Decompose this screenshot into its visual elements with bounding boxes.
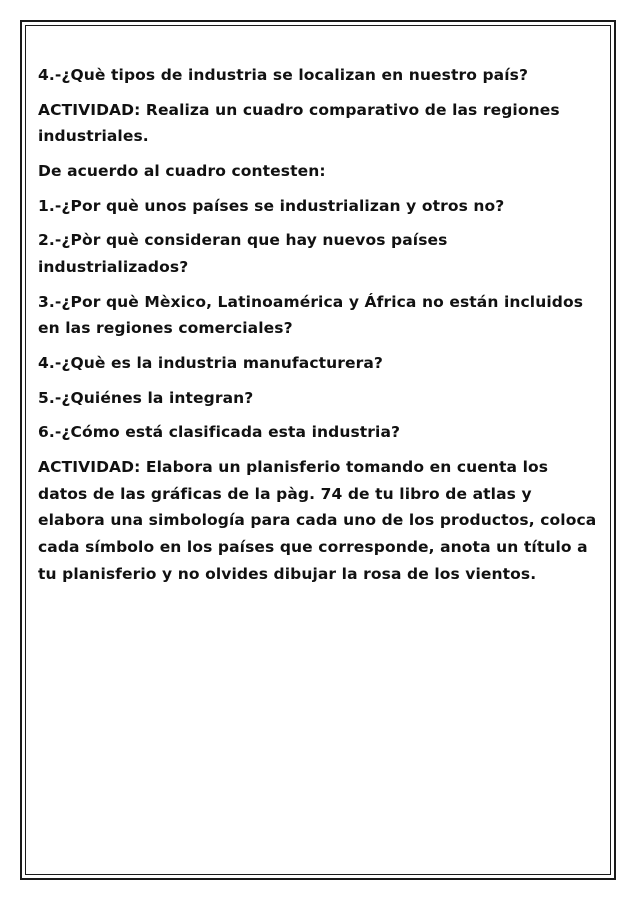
paragraph-text: 4.-¿Què es la industria manufacturera? xyxy=(38,353,384,372)
paragraph-text: 5.-¿Quiénes la integran? xyxy=(38,388,254,407)
paragraph-text: 6.-¿Cómo está clasificada esta industria? xyxy=(38,423,401,442)
question-6 xyxy=(38,419,600,446)
document-body xyxy=(38,62,600,595)
question-3 xyxy=(38,289,600,342)
question-1 xyxy=(38,193,600,220)
question-industry-types xyxy=(38,62,600,89)
question-4 xyxy=(38,350,600,377)
paragraph-text: 1.-¿Por què unos países se industrializan y otros no? xyxy=(38,196,505,215)
question-5 xyxy=(38,385,600,412)
paragraph-text: 4.-¿Què tipos de industria se localizan en nuestro país? xyxy=(38,66,529,84)
activity-planisphere xyxy=(38,454,600,587)
paragraph-text: Elabora un planisferio tomando en cuenta los datos de las gráficas de la pàg. 74 de tu libro de atlas y elabora una simbología para cada uno de los productos, coloca cada símbolo en los países que corresponde, anota un título a tu planisferio y no olvides dibujar la rosa de los vientos. xyxy=(38,457,597,583)
activity-label: ACTIVIDAD: xyxy=(38,100,141,119)
instruction-answer xyxy=(38,158,600,185)
paragraph-text: De acuerdo al cuadro contesten: xyxy=(38,161,326,180)
paragraph-text: 3.-¿Por què Mèxico, Latinoamérica y África no están incluidos en las regiones comerciales? xyxy=(38,292,584,338)
paragraph-text: Realiza un cuadro comparativo de las regiones industriales. xyxy=(38,100,560,146)
activity-comparative-table xyxy=(38,97,600,150)
activity-label: ACTIVIDAD: xyxy=(38,457,141,476)
question-2 xyxy=(38,227,600,280)
paragraph-text: 2.-¿Pòr què consideran que hay nuevos países industrializados? xyxy=(38,231,448,276)
